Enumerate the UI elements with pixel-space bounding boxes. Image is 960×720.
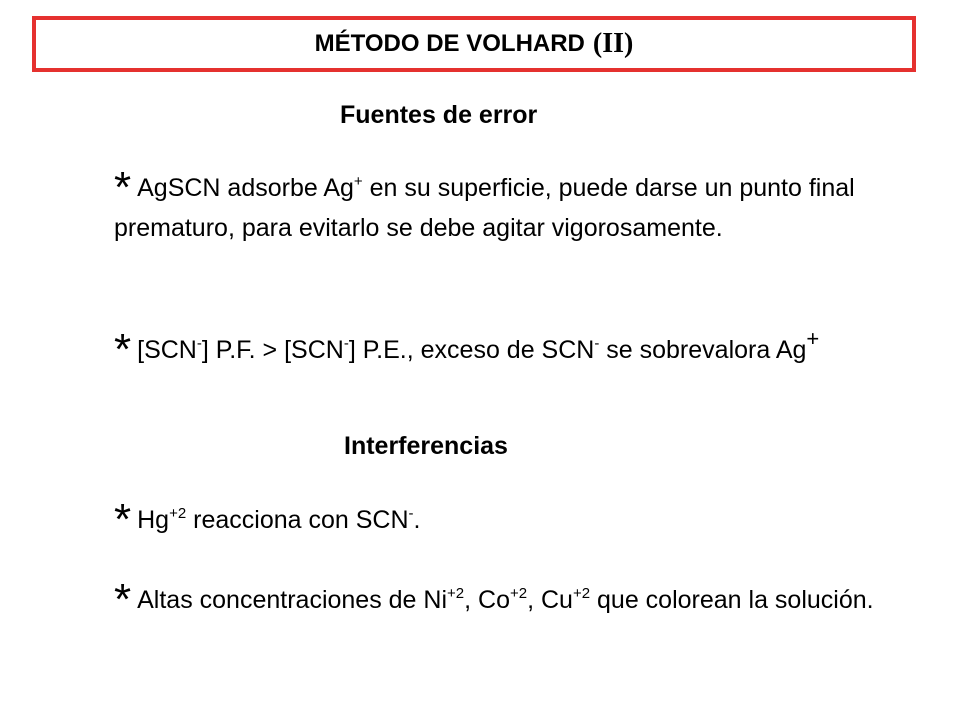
bullet-star-icon: *	[114, 495, 132, 544]
interference-item-mercury: * $Hg^{+2}$ reacciona con SCN-.	[114, 495, 421, 544]
interference-item-metals: * Altas concentraciones de $Ni^{+2}$, $Co^{+2}$, $Cu^{+2}$ que colorean la solución.	[114, 575, 874, 624]
slide-title: MÉTODO DE VOLHARD	[314, 30, 585, 57]
title-box	[32, 16, 916, 72]
heading-sources-of-error: Fuentes de error	[340, 101, 538, 129]
bullet-star-icon: *	[114, 163, 132, 212]
bullet-star-icon: *	[114, 325, 132, 374]
slide-title-roman: (II)	[592, 28, 634, 59]
bullet-star-icon: *	[114, 575, 132, 624]
error-item-scn-excess: * [SCN-] P.F. > [SCN-] P.E., exceso de SCN- se sobrevalora Ag+	[114, 325, 820, 374]
error-item-adsorption: * AgSCN adsorbe Ag+ en su superficie, puede darse un punto final prematuro, para evitarlo se debe agitar vigorosamente.	[114, 163, 855, 242]
heading-interferences: Interferencias	[344, 432, 508, 460]
